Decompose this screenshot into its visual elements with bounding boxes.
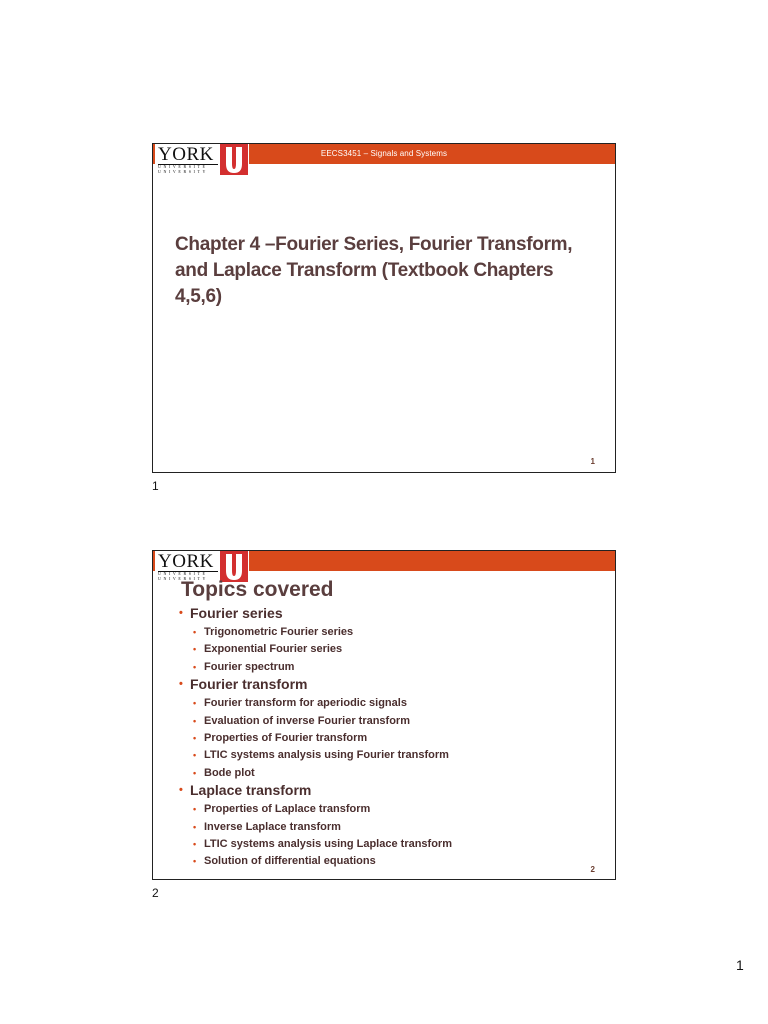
topic-heading: • Fourier transform (179, 676, 609, 693)
topic-item: • Exponential Fourier series (179, 641, 609, 658)
topic-item: • Trigonometric Fourier series (179, 624, 609, 641)
topic-item: • Inverse Laplace transform (179, 819, 609, 836)
logo-subtext: UNIVERSITÉ UNIVERSITY (158, 571, 218, 581)
slide-caption-2: 2 (152, 886, 159, 900)
slide-caption-1: 1 (152, 479, 159, 493)
topic-item: • Properties of Laplace transform (179, 801, 609, 818)
york-u-icon (220, 144, 248, 175)
page-number: 1 (736, 957, 744, 973)
topic-item: • Bode plot (179, 765, 609, 782)
topic-item: • LTIC systems analysis using Fourier transform (179, 747, 609, 764)
slide-number: 1 (590, 457, 595, 466)
slide-1 (152, 143, 616, 473)
topic-heading: • Fourier series (179, 605, 609, 622)
york-logo (155, 144, 249, 175)
logo-wordmark: YORK (158, 144, 214, 165)
topic-item: • Fourier transform for aperiodic signals (179, 695, 609, 712)
logo-wordmark: YORK (158, 551, 214, 572)
slide-title: Chapter 4 –Fourier Series, Fourier Transform, and Laplace Transform (Textbook Chapters 4,5,6) (175, 234, 573, 307)
topic-item: • Properties of Fourier transform (179, 730, 609, 747)
topics-list (179, 605, 609, 871)
slide-title: Topics covered (181, 578, 334, 601)
topic-item: • Evaluation of inverse Fourier transform (179, 713, 609, 730)
topic-heading: • Laplace transform (179, 782, 609, 799)
topic-item: • LTIC systems analysis using Laplace transform (179, 836, 609, 853)
topic-item: • Fourier spectrum (179, 659, 609, 676)
course-header: EECS3451 – Signals and Systems (320, 149, 448, 158)
topic-item: • Solution of differential equations (179, 853, 609, 870)
slide-2 (152, 550, 616, 880)
slide-number: 2 (590, 865, 595, 874)
logo-subtext: UNIVERSITÉ UNIVERSITY (158, 164, 218, 174)
